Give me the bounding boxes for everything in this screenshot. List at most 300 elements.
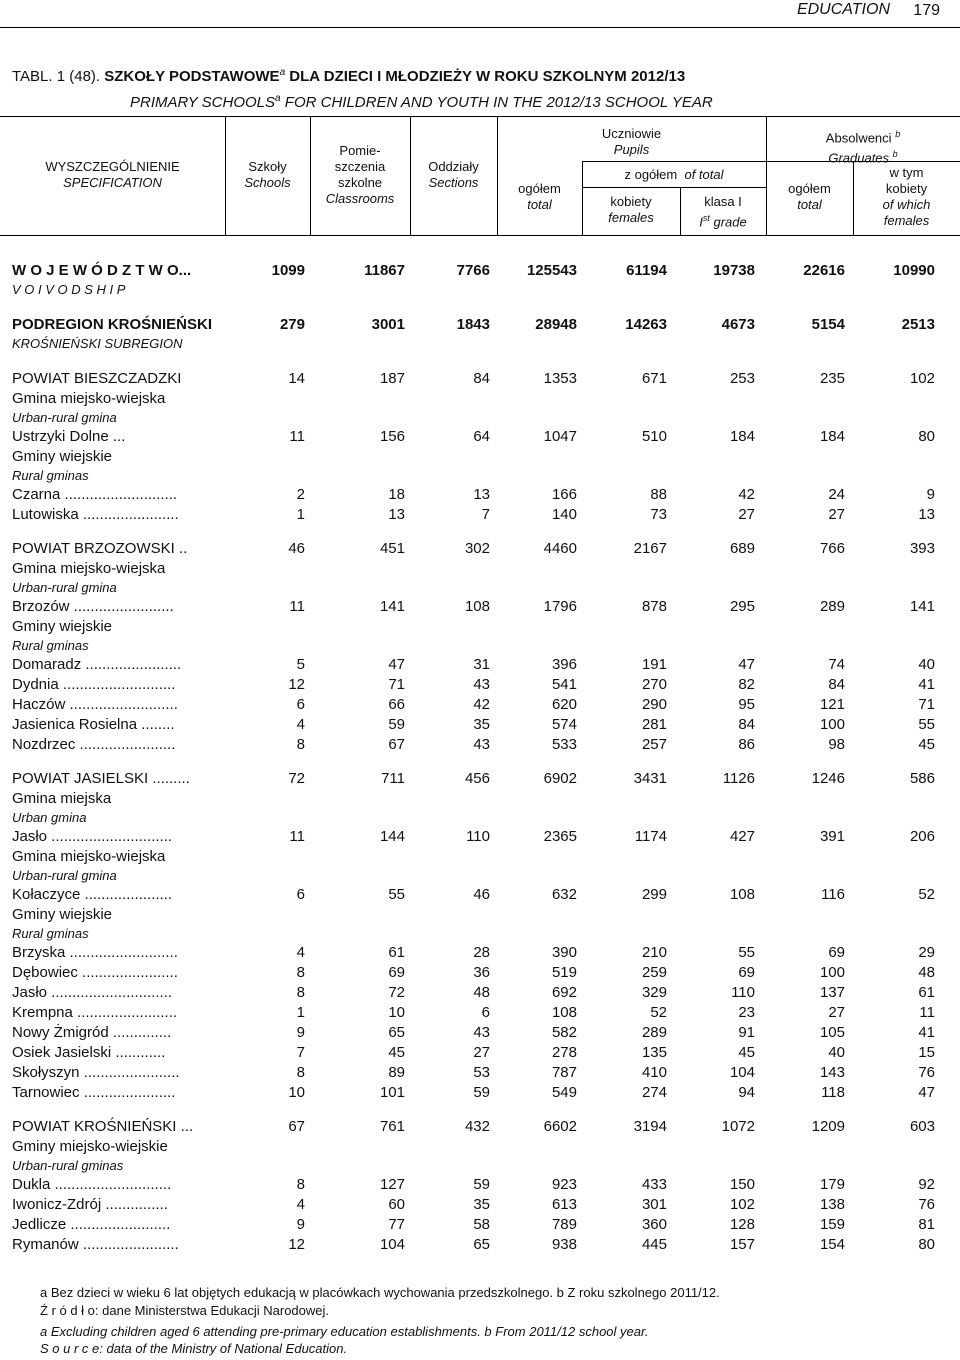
cell-value: 302	[464, 540, 490, 557]
cell-value: 206	[909, 828, 935, 845]
table-body	[0, 262, 960, 1256]
row-label: Dukla ............................	[12, 1176, 172, 1193]
cell-value: 55	[918, 716, 935, 733]
cell-value: 184	[819, 428, 845, 445]
cell-value: 391	[819, 828, 845, 845]
cell-value: 11	[289, 428, 305, 445]
row-label: Czarna ...........................	[12, 486, 178, 503]
sections-header: Oddziały Sections	[428, 159, 479, 190]
cell-value: 105	[819, 1024, 845, 1041]
cell-value: 191	[641, 656, 667, 673]
cell-value: 27	[828, 506, 845, 523]
graduates-header: Absolwenci $^b$ Graduates $^b$	[825, 129, 901, 166]
table-row	[0, 1176, 960, 1196]
table-row	[0, 770, 960, 790]
cell-value: 74	[828, 656, 845, 673]
table-row	[0, 984, 960, 1004]
cell-value: 125543	[526, 262, 577, 279]
cell-value: 11	[289, 828, 305, 845]
cell-value: 253	[729, 370, 755, 387]
cell-value: 40	[918, 656, 935, 673]
row-label: Rural gminas	[12, 468, 89, 483]
table-row	[0, 1064, 960, 1084]
cell-value: 510	[641, 428, 667, 445]
table-row	[0, 1004, 960, 1024]
row-label: Iwonicz-Zdrój ...............	[12, 1196, 168, 1213]
cell-value: 11	[289, 598, 305, 615]
cell-value: 88	[650, 486, 667, 503]
row-label: Nowy Żmigród ..............	[12, 1024, 172, 1041]
cell-value: 1353	[543, 370, 577, 387]
cell-value: 159	[819, 1216, 845, 1233]
table-row	[0, 506, 960, 526]
cell-value: 77	[388, 1216, 405, 1233]
cell-value: 290	[641, 696, 667, 713]
section-name: EDUCATION	[796, 1, 890, 18]
cell-value: 692	[551, 984, 577, 1001]
cell-value: 432	[464, 1118, 490, 1135]
cell-value: 18	[388, 486, 405, 503]
table-row	[0, 944, 960, 964]
cell-value: 281	[641, 716, 667, 733]
cell-value: 613	[551, 1196, 577, 1213]
cell-value: 23	[738, 1004, 755, 1021]
cell-value: 104	[729, 1064, 755, 1081]
cell-value: 301	[641, 1196, 667, 1213]
cell-value: 27	[738, 506, 755, 523]
cell-value: 603	[909, 1118, 935, 1135]
cell-value: 42	[738, 486, 755, 503]
row-label: Jedlicze ........................	[12, 1216, 171, 1233]
cell-value: 61194	[626, 262, 667, 279]
row-label: Tarnowiec ......................	[12, 1084, 176, 1101]
cell-value: 67	[288, 1118, 305, 1135]
cell-value: 76	[918, 1196, 935, 1213]
row-label: Urban gmina	[12, 810, 87, 825]
row-label: Urban-rural gminas	[12, 1158, 124, 1173]
cell-value: 108	[551, 1004, 577, 1021]
cell-value: 76	[918, 1064, 935, 1081]
cell-value: 360	[641, 1216, 667, 1233]
cell-value: 60	[388, 1196, 405, 1213]
cell-value: 12	[288, 1236, 305, 1253]
row-label: Dębowiec .......................	[12, 964, 178, 981]
row-label-line	[0, 468, 960, 486]
cell-value: 711	[381, 770, 405, 787]
row-spacer	[0, 756, 960, 770]
cell-value: 52	[918, 886, 935, 903]
cell-value: 1843	[456, 316, 490, 333]
row-label: Krempna ........................	[12, 1004, 178, 1021]
table-row	[0, 370, 960, 390]
cell-value: 61	[388, 944, 405, 961]
footnote-en-source: S o u r c e: data of the Ministry of National Education.	[40, 1341, 348, 1356]
footnote-pl-1: a Bez dzieci w wieku 6 lat objętych edukacją w placówkach wychowania przedszkolnego. b Z roku szkolnego 2011/12.	[40, 1285, 720, 1300]
cell-value: 69	[388, 964, 405, 981]
cell-value: 71	[388, 676, 405, 693]
cell-value: 4673	[721, 316, 755, 333]
row-spacer	[0, 1104, 960, 1118]
row-label-line	[0, 618, 960, 638]
cell-value: 101	[379, 1084, 405, 1101]
cell-value: 1796	[543, 598, 577, 615]
cell-value: 6	[296, 886, 305, 903]
cell-value: 13	[918, 506, 935, 523]
cell-value: 72	[288, 770, 305, 787]
cell-value: 279	[279, 316, 305, 333]
cell-value: 4460	[543, 540, 577, 557]
graduates-total-header: ogółem total	[788, 181, 831, 212]
row-label-line	[0, 810, 960, 828]
row-label-line	[0, 868, 960, 886]
cell-value: 14	[288, 370, 305, 387]
cell-value: 64	[473, 428, 490, 445]
row-label-line	[0, 1158, 960, 1176]
cell-value: 210	[641, 944, 667, 961]
cell-value: 1126	[722, 770, 755, 787]
cell-value: 787	[551, 1064, 577, 1081]
cell-value: 2513	[901, 316, 935, 333]
footnote-pl-source: Ź r ó d ł o: dane Ministerstwa Edukacji Narodowej.	[40, 1303, 330, 1318]
row-label: Gmina miejska	[12, 790, 112, 807]
cell-value: 128	[729, 1216, 755, 1233]
row-label: Rymanów .......................	[12, 1236, 179, 1253]
cell-value: 15	[918, 1044, 935, 1061]
cell-value: 3194	[633, 1118, 667, 1135]
row-label: Jasło .............................	[12, 828, 173, 845]
cell-value: 9	[296, 1024, 305, 1041]
cell-value: 47	[388, 656, 405, 673]
cell-value: 73	[650, 506, 667, 523]
table-row	[0, 828, 960, 848]
cell-value: 766	[819, 540, 845, 557]
cell-value: 100	[819, 964, 845, 981]
cell-value: 143	[819, 1064, 845, 1081]
cell-value: 45	[738, 1044, 755, 1061]
cell-value: 84	[473, 370, 490, 387]
cell-value: 187	[379, 370, 405, 387]
cell-value: 53	[473, 1064, 490, 1081]
table-row	[0, 1196, 960, 1216]
table-row	[0, 736, 960, 756]
cell-value: 519	[551, 964, 577, 981]
table-row	[0, 598, 960, 618]
row-label: Kołaczyce .....................	[12, 886, 173, 903]
cell-value: 451	[379, 540, 405, 557]
cell-value: 582	[551, 1024, 577, 1041]
cell-value: 47	[918, 1084, 935, 1101]
cell-value: 55	[738, 944, 755, 961]
cell-value: 393	[909, 540, 935, 557]
cell-value: 8	[296, 984, 305, 1001]
cell-value: 157	[729, 1236, 755, 1253]
cell-value: 632	[551, 886, 577, 903]
cell-value: 29	[918, 944, 935, 961]
cell-value: 299	[641, 886, 667, 903]
cell-value: 1	[296, 506, 305, 523]
cell-value: 127	[379, 1176, 405, 1193]
row-label: POWIAT BIESZCZADZKI	[12, 370, 182, 387]
cell-value: 4	[296, 1196, 305, 1213]
cell-value: 6602	[543, 1118, 577, 1135]
cell-value: 923	[551, 1176, 577, 1193]
table-row	[0, 540, 960, 560]
row-label: Osiek Jasielski ............	[12, 1044, 166, 1061]
row-label-line	[0, 790, 960, 810]
row-label-line	[0, 390, 960, 410]
spec-header: WYSZCZEGÓLNIENIE SPECIFICATION	[45, 159, 180, 190]
table-row	[0, 486, 960, 506]
cell-value: 36	[473, 964, 490, 981]
cell-value: 84	[828, 676, 845, 693]
cell-value: 118	[821, 1084, 845, 1101]
cell-value: 574	[551, 716, 577, 733]
row-label-line	[0, 1138, 960, 1158]
cell-value: 72	[388, 984, 405, 1001]
cell-value: 620	[551, 696, 577, 713]
cell-value: 541	[551, 676, 577, 693]
cell-value: 689	[729, 540, 755, 557]
cell-value: 390	[551, 944, 577, 961]
cell-value: 9	[926, 486, 935, 503]
cell-value: 92	[918, 1176, 935, 1193]
cell-value: 5	[296, 656, 305, 673]
row-label: Nozdrzec .......................	[12, 736, 176, 753]
cell-value: 2	[296, 486, 305, 503]
table-row	[0, 1118, 960, 1138]
row-label: V O I V O D S H I P	[12, 282, 126, 297]
cell-value: 184	[729, 428, 755, 445]
table-header	[0, 116, 960, 236]
row-divider	[582, 187, 766, 188]
cell-value: 24	[828, 486, 845, 503]
cell-value: 289	[819, 598, 845, 615]
row-spacer	[0, 356, 960, 370]
cell-value: 549	[551, 1084, 577, 1101]
cell-value: 82	[738, 676, 755, 693]
cell-value: 43	[473, 1024, 490, 1041]
cell-value: 28948	[535, 316, 577, 333]
cell-value: 1	[296, 1004, 305, 1021]
cell-value: 14263	[625, 316, 667, 333]
table-row	[0, 964, 960, 984]
cell-value: 91	[738, 1024, 755, 1041]
cell-value: 10990	[893, 262, 935, 279]
row-label: Brzyska ..........................	[12, 944, 178, 961]
row-label-line	[0, 282, 960, 302]
cell-value: 11	[919, 1004, 935, 1021]
cell-value: 7	[296, 1044, 305, 1061]
cell-value: 154	[819, 1236, 845, 1253]
cell-value: 108	[729, 886, 755, 903]
cell-value: 27	[828, 1004, 845, 1021]
row-label: Rural gminas	[12, 926, 89, 941]
cell-value: 938	[551, 1236, 577, 1253]
row-label: Brzozów ........................	[12, 598, 174, 615]
cell-value: 46	[473, 886, 490, 903]
cell-value: 270	[641, 676, 667, 693]
row-label: Ustrzyki Dolne ...	[12, 428, 126, 445]
cell-value: 156	[379, 428, 405, 445]
cell-value: 2365	[543, 828, 577, 845]
cell-value: 235	[819, 370, 845, 387]
cell-value: 8	[296, 1064, 305, 1081]
table-row	[0, 676, 960, 696]
cell-value: 7	[481, 506, 490, 523]
row-label: Urban-rural gmina	[12, 580, 117, 595]
cell-value: 789	[551, 1216, 577, 1233]
cell-value: 58	[473, 1216, 490, 1233]
cell-value: 135	[641, 1044, 667, 1061]
cell-value: 86	[738, 736, 755, 753]
cell-value: 67	[388, 736, 405, 753]
cell-value: 13	[388, 506, 405, 523]
cell-value: 45	[918, 736, 935, 753]
row-label: KROŚNIEŃSKI SUBREGION	[12, 336, 183, 351]
cell-value: 150	[729, 1176, 755, 1193]
cell-value: 69	[828, 944, 845, 961]
row-label: Rural gminas	[12, 638, 89, 653]
cell-value: 7766	[456, 262, 490, 279]
cell-value: 761	[379, 1118, 405, 1135]
cell-value: 47	[738, 656, 755, 673]
cell-value: 80	[918, 1236, 935, 1253]
cell-value: 12	[288, 676, 305, 693]
cell-value: 274	[641, 1084, 667, 1101]
cell-value: 81	[918, 1216, 935, 1233]
cell-value: 8	[296, 964, 305, 981]
cell-value: 144	[379, 828, 405, 845]
cell-value: 22616	[803, 262, 845, 279]
row-spacer	[0, 526, 960, 540]
cell-value: 6902	[543, 770, 577, 787]
row-label: Urban-rural gmina	[12, 410, 117, 425]
row-label: Gminy wiejskie	[12, 618, 113, 635]
cell-value: 1246	[811, 770, 845, 787]
cell-value: 586	[909, 770, 935, 787]
cell-value: 137	[819, 984, 845, 1001]
page-number: 179	[913, 2, 940, 19]
cell-value: 433	[641, 1176, 667, 1193]
row-label: POWIAT BRZOZOWSKI ..	[12, 540, 188, 557]
cell-value: 4	[296, 716, 305, 733]
grade1-header: klasa I Ist grade	[699, 194, 747, 230]
table-title-pl: TABL. 1 (48). SZKOŁY PODSTAWOWE$^a$ DLA DZIECI I MŁODZIEŻY W ROKU SZKOLNYM 2012/13	[12, 67, 686, 85]
graduates-females-header: w tym kobiety of which females	[882, 165, 931, 228]
cell-value: 27	[473, 1044, 490, 1061]
table-row	[0, 316, 960, 336]
cell-value: 121	[819, 696, 845, 713]
row-label: POWIAT KROŚNIEŃSKI ...	[12, 1118, 194, 1135]
cell-value: 66	[388, 696, 405, 713]
cell-value: 445	[641, 1236, 667, 1253]
cell-value: 329	[641, 984, 667, 1001]
pupils-header: Uczniowie Pupils	[601, 126, 662, 157]
cell-value: 94	[738, 1084, 755, 1101]
row-label-line	[0, 336, 960, 356]
cell-value: 2167	[633, 540, 667, 557]
row-label-line	[0, 410, 960, 428]
table-row	[0, 886, 960, 906]
cell-value: 43	[473, 676, 490, 693]
table-row	[0, 1044, 960, 1064]
cell-value: 43	[473, 736, 490, 753]
row-label: Domaradz .......................	[12, 656, 182, 673]
cell-value: 31	[473, 656, 490, 673]
row-label: PODREGION KROŚNIEŃSKI	[12, 316, 213, 333]
cell-value: 11867	[364, 262, 405, 279]
cell-value: 116	[821, 886, 845, 903]
cell-value: 878	[641, 598, 667, 615]
cell-value: 52	[650, 1004, 667, 1021]
table-row	[0, 262, 960, 282]
cell-value: 108	[464, 598, 490, 615]
cell-value: 3431	[633, 770, 667, 787]
cell-value: 35	[473, 1196, 490, 1213]
cell-value: 1099	[271, 262, 305, 279]
row-label: Skołyszyn .......................	[12, 1064, 180, 1081]
row-label: W O J E W Ó D Z T W O...	[12, 262, 192, 279]
cell-value: 1209	[811, 1118, 845, 1135]
cell-value: 65	[473, 1236, 490, 1253]
cell-value: 533	[551, 736, 577, 753]
cell-value: 278	[551, 1044, 577, 1061]
table-row	[0, 696, 960, 716]
cell-value: 102	[729, 1196, 755, 1213]
row-label: Urban-rural gmina	[12, 868, 117, 883]
table-row	[0, 1084, 960, 1104]
cell-value: 28	[473, 944, 490, 961]
cell-value: 59	[473, 1084, 490, 1101]
row-label: Jasienica Rosielna ........	[12, 716, 175, 733]
cell-value: 4	[296, 944, 305, 961]
row-label-line	[0, 580, 960, 598]
row-label: POWIAT JASIELSKI .........	[12, 770, 190, 787]
cell-value: 89	[388, 1064, 405, 1081]
row-label: Gminy wiejskie	[12, 906, 113, 923]
cell-value: 35	[473, 716, 490, 733]
cell-value: 19738	[713, 262, 755, 279]
schools-header: Szkoły Schools	[244, 159, 291, 190]
cell-value: 6	[296, 696, 305, 713]
cell-value: 71	[918, 696, 935, 713]
cell-value: 179	[819, 1176, 845, 1193]
cell-value: 95	[738, 696, 755, 713]
row-divider	[582, 161, 766, 162]
cell-value: 46	[288, 540, 305, 557]
cell-value: 10	[388, 1004, 405, 1021]
cell-value: 48	[473, 984, 490, 1001]
cell-value: 100	[819, 716, 845, 733]
cell-value: 98	[828, 736, 845, 753]
cell-value: 427	[729, 828, 755, 845]
cell-value: 102	[909, 370, 935, 387]
row-label: Gminy miejsko-wiejskie	[12, 1138, 168, 1155]
cell-value: 141	[909, 598, 935, 615]
cell-value: 259	[641, 964, 667, 981]
row-label: Gmina miejsko-wiejska	[12, 848, 166, 865]
header-rule	[0, 27, 960, 28]
cell-value: 84	[738, 716, 755, 733]
cell-value: 40	[828, 1044, 845, 1061]
cell-value: 41	[918, 676, 935, 693]
row-spacer	[0, 302, 960, 316]
cell-value: 3001	[371, 316, 405, 333]
footnote-en-1: a Excluding children aged 6 attending pre-primary education establishments. b From 2011/12 school year.	[40, 1324, 649, 1339]
cell-value: 80	[918, 428, 935, 445]
row-label: Dydnia ...........................	[12, 676, 176, 693]
cell-value: 9	[296, 1216, 305, 1233]
